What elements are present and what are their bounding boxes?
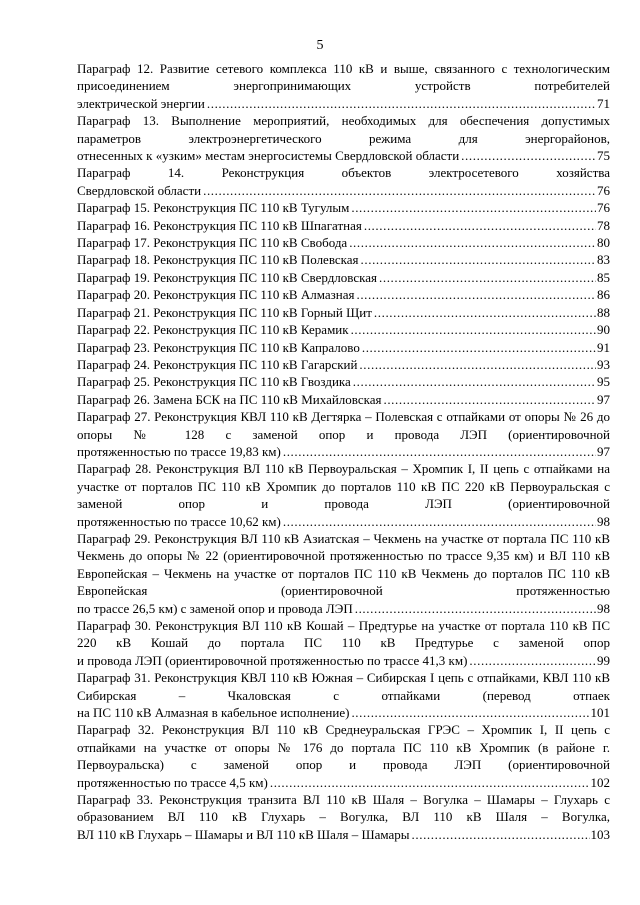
toc-entry[interactable] <box>77 251 610 268</box>
toc-entry-text: Параграф 13. Выполнение мероприятий, необходимых для обеспечения допустимых параметров электроэнергетического режима для энергорайонов, <box>77 113 610 146</box>
toc-page-number: 95 <box>597 374 610 390</box>
dot-leader <box>281 443 596 460</box>
toc-entry-title: Параграф 26. Замена БСК на ПС 110 кВ Михайловская <box>77 391 382 407</box>
toc-entry[interactable] <box>77 217 610 234</box>
toc-entry[interactable] <box>77 199 610 216</box>
toc-entry-title: Параграф 23. Реконструкция ПС 110 кВ Капралово <box>77 339 360 355</box>
toc-entry-text: Параграф 30. Реконструкция ВЛ 110 кВ Кошай – Предтурье на участке от портала 110 кВ ПС 220 кВ Кошай до портала ПС 110 кВ Предтурье с заменой опор <box>77 618 610 651</box>
toc-entry-title: Параграф 22. Реконструкция ПС 110 кВ Керамик <box>77 322 349 338</box>
toc-entry[interactable] <box>77 304 610 321</box>
toc-entry[interactable] <box>77 234 610 251</box>
toc-page-number: 97 <box>597 443 610 459</box>
toc-page-number: 76 <box>597 182 610 198</box>
toc-page-number: 75 <box>597 148 610 164</box>
dot-leader <box>359 251 596 268</box>
toc-entry-text: Параграф 14. Реконструкция объектов электросетевого хозяйства <box>77 165 610 181</box>
toc-page-number: 91 <box>597 339 610 355</box>
toc-page-number: 85 <box>597 269 610 285</box>
toc-entry-title: протяженностью по трассе 10,62 км) <box>77 513 281 529</box>
toc-entry[interactable] <box>77 391 610 408</box>
dot-leader <box>357 356 596 373</box>
toc-entry[interactable] <box>77 339 610 356</box>
toc-entry-title: Параграф 17. Реконструкция ПС 110 кВ Свобода <box>77 235 348 251</box>
toc-entry-text: Параграф 32. Реконструкция ВЛ 110 кВ Среднеуральская ГРЭС – Хромпик I, II цепь с отпайками на участке от опоры № 176 до портала ПС 110 кВ Хромпик (в районе г. Первоуральска) с заменой опор и провода ЛЭП (ориентировочной <box>77 722 610 773</box>
toc-page-number: 99 <box>597 652 610 668</box>
toc-entry-title: протяженностью по трассе 19,83 км) <box>77 443 281 459</box>
toc-page-number: 103 <box>590 826 610 842</box>
dot-leader <box>377 269 596 286</box>
toc-entry-title: Свердловской области <box>77 182 202 198</box>
toc-entry-title: Параграф 18. Реконструкция ПС 110 кВ Полевская <box>77 252 359 268</box>
toc-entry-title: Параграф 21. Реконструкция ПС 110 кВ Горный Щит <box>77 304 372 320</box>
toc-entry[interactable] <box>77 356 610 373</box>
toc-entry-title: на ПС 110 кВ Алмазная в кабельное исполнение) <box>77 705 350 721</box>
toc-page-number: 101 <box>590 705 610 721</box>
toc-entry-text: Параграф 31. Реконструкция КВЛ 110 кВ Южная – Сибирская I цепь с отпайками, КВЛ 110 кВ Сибирская – Чкаловская с отпайками (перевод отпаек <box>77 670 610 703</box>
toc-entry[interactable] <box>77 112 610 164</box>
toc-entry[interactable] <box>77 617 610 669</box>
toc-page-number: 98 <box>597 600 610 616</box>
toc-page-number: 98 <box>597 513 610 529</box>
toc-entry-title: Параграф 25. Реконструкция ПС 110 кВ Гвоздика <box>77 374 351 390</box>
toc-entry-title: отнесенных к «узким» местам энергосистемы Свердловской области <box>77 148 460 164</box>
toc-entry[interactable] <box>77 321 610 338</box>
dot-leader <box>354 286 596 303</box>
toc-page-number: 83 <box>597 252 610 268</box>
toc-page-number: 86 <box>597 287 610 303</box>
dot-leader <box>349 321 596 338</box>
toc-page-number: 78 <box>597 217 610 233</box>
toc-entry-title: Параграф 24. Реконструкция ПС 110 кВ Гагарский <box>77 356 358 372</box>
toc-entry[interactable] <box>77 408 610 460</box>
toc-page-number: 102 <box>590 774 610 790</box>
dot-leader <box>360 339 596 356</box>
toc-entry-title: электрической энергии <box>77 95 205 111</box>
dot-leader <box>347 234 596 251</box>
toc-entry[interactable] <box>77 721 610 791</box>
toc-entry[interactable] <box>77 460 610 530</box>
dot-leader <box>349 704 589 721</box>
dot-leader <box>353 600 596 617</box>
dot-leader <box>351 373 596 390</box>
toc-entry[interactable] <box>77 669 610 721</box>
toc-entry-text: Параграф 27. Реконструкция КВЛ 110 кВ Дегтярка – Полевская с отпайками от опоры № 26 до опоры № 128 с заменой опор и провода ЛЭП (ориентировочной <box>77 409 610 442</box>
dot-leader <box>281 513 596 530</box>
toc-page-number: 97 <box>597 391 610 407</box>
dot-leader <box>205 95 596 112</box>
dot-leader <box>467 652 596 669</box>
toc-entry-title: Параграф 20. Реконструкция ПС 110 кВ Алмазная <box>77 287 355 303</box>
toc-entry[interactable] <box>77 373 610 390</box>
dot-leader <box>349 199 596 216</box>
toc-entry-title: и провода ЛЭП (ориентировочной протяженностью по трассе 41,3 км) <box>77 652 468 668</box>
toc-entry-text: Параграф 29. Реконструкция ВЛ 110 кВ Азиатская – Чекмень на участке от портала ПС 110 кВ Чекмень до опоры № 22 (ориентировочной протяженностью по трассе 9,35 км) и ВЛ 110 кВ Европейская – Чекмень на участке от порталов ПС 110 кВ Чекмень до порталов ПС 110 кВ Европейская (ориентировочной протяженностью <box>77 530 610 599</box>
page-number: 5 <box>316 38 324 53</box>
toc-entry-title: протяженностью по трассе 4,5 км) <box>77 774 268 790</box>
toc-entry-title: по трассе 26,5 км) с заменой опор и провода ЛЭП <box>77 600 353 616</box>
toc-page-number: 93 <box>597 356 610 372</box>
dot-leader <box>201 182 596 199</box>
toc-entry[interactable] <box>77 269 610 286</box>
toc-entry[interactable] <box>77 791 610 843</box>
toc-page-number: 80 <box>597 235 610 251</box>
table-of-contents <box>77 60 610 843</box>
toc-entry-text: Параграф 12. Развитие сетевого комплекса 110 кВ и выше, связанного с технологическим присоединением энергопринимающих устройств потребителей <box>77 61 610 94</box>
toc-entry-title: Параграф 19. Реконструкция ПС 110 кВ Свердловская <box>77 269 377 285</box>
dot-leader <box>362 217 596 234</box>
toc-entry[interactable] <box>77 286 610 303</box>
dot-leader <box>372 304 596 321</box>
toc-page-number: 90 <box>597 322 610 338</box>
toc-entry[interactable] <box>77 60 610 112</box>
dot-leader <box>410 826 590 843</box>
toc-entry-text: Параграф 28. Реконструкция ВЛ 110 кВ Первоуральская – Хромпик I, II цепь с отпайками на участке от порталов ПС 110 кВ Хромпик до порталов 110 кВ ПС 220 кВ Первоуральская с заменой опор и провода ЛЭП (ориентировочной <box>77 461 610 512</box>
toc-page-number: 88 <box>597 304 610 320</box>
toc-entry[interactable] <box>77 164 610 199</box>
toc-page-number: 71 <box>597 95 610 111</box>
toc-entry-title: Параграф 15. Реконструкция ПС 110 кВ Тугулым <box>77 200 350 216</box>
toc-entry[interactable] <box>77 530 610 617</box>
dot-leader <box>268 774 590 791</box>
dot-leader <box>381 391 596 408</box>
dot-leader <box>459 147 596 164</box>
toc-entry-title: Параграф 16. Реконструкция ПС 110 кВ Шпагатная <box>77 217 362 233</box>
toc-entry-text: Параграф 33. Реконструкция транзита ВЛ 110 кВ Шаля – Вогулка – Шамары – Глухарь с образованием ВЛ 110 кВ Глухарь – Вогулка, ВЛ 110 кВ Шаля – Вогулка, <box>77 792 610 825</box>
toc-entry-title: ВЛ 110 кВ Глухарь – Шамары и ВЛ 110 кВ Шаля – Шамары <box>77 826 410 842</box>
toc-page-number: 76 <box>597 200 610 216</box>
